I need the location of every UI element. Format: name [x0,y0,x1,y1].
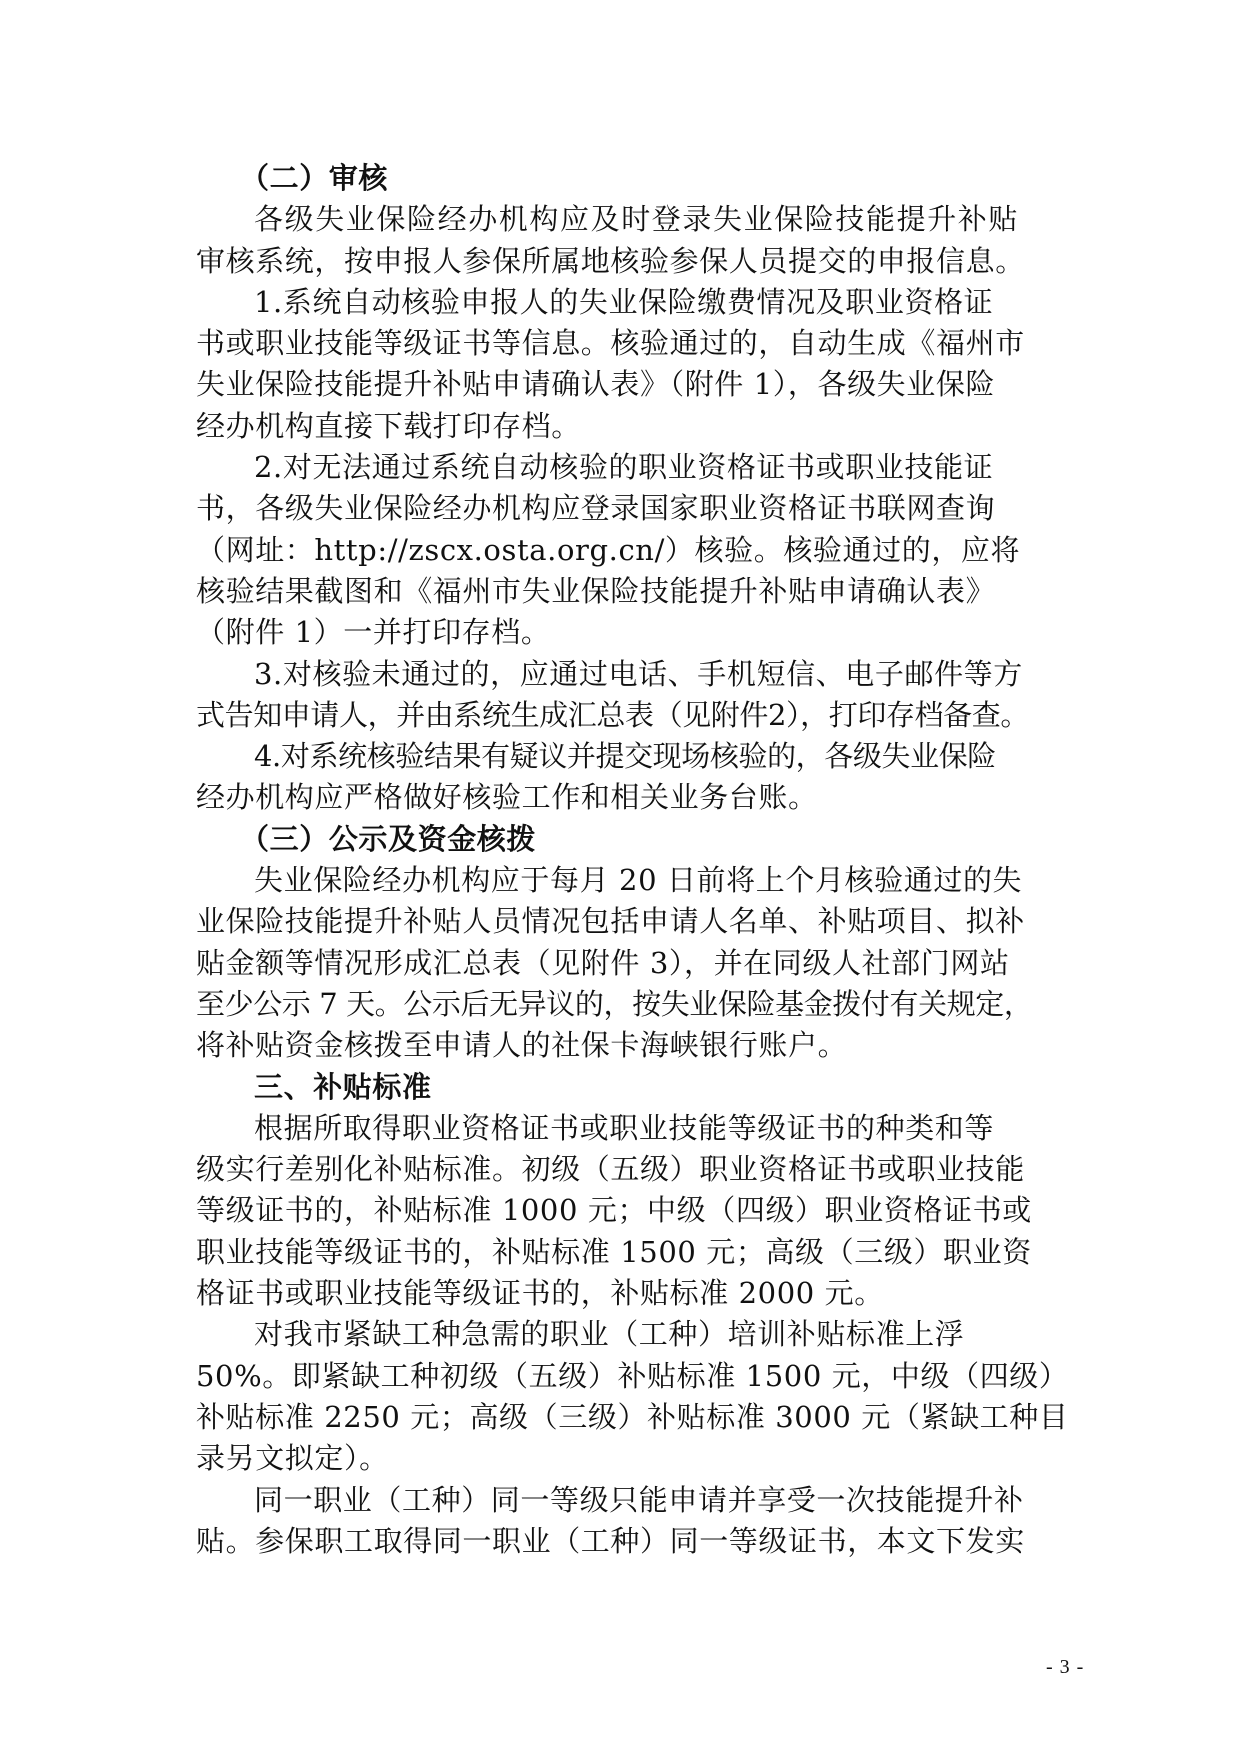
document-body [196,158,1076,1562]
page-number: - 3 - [1046,1656,1085,1678]
paragraph-line: 经办机构直接下载打印存档。 [196,408,581,443]
paragraph-line: 同一职业（工种）同一等级只能申请并享受一次技能提升补 [254,1482,1024,1517]
paragraph-line: （网址：http://zscx.osta.org.cn/）核验。核验通过的，应将 [196,532,1021,567]
paragraph-line: 补贴标准 2250 元；高级（三级）补贴标准 3000 元（紧缺工种目 [196,1399,1069,1434]
paragraph-line: 级实行差别化补贴标准。初级（五级）职业资格证书或职业技能 [196,1152,1025,1187]
paragraph-line: 2.对无法通过系统自动核验的职业资格证书或职业技能证 [254,450,994,485]
paragraph-line: 贴金额等情况形成汇总表（见附件 3），并在同级人社部门网站 [196,945,1010,980]
paragraph-line: 等级证书的，补贴标准 1000 元；中级（四级）职业资格证书或 [196,1193,1032,1228]
section-heading-review: （二）审核 [240,161,389,195]
paragraph-line: 3.对核验未通过的，应通过电话、手机短信、电子邮件等方 [254,656,1023,691]
paragraph-line: 各级失业保险经办机构应及时登录失业保险技能提升补贴 [254,202,1020,237]
paragraph-line: 业保险技能提升补贴人员情况包括申请人名单、补贴项目、拟补 [196,904,1025,939]
paragraph-line: 对我市紧缺工种急需的职业（工种）培训补贴标准上浮 [254,1317,965,1352]
paragraph-line: 审核系统，按申报人参保所属地核验参保人员提交的申报信息。 [196,243,1025,278]
paragraph-line: （附件 1）一并打印存档。 [196,615,551,650]
section-heading-subsidy-standard: 三、补贴标准 [254,1069,432,1104]
paragraph-line: 将补贴资金核拨至申请人的社保卡海峡银行账户。 [196,1028,848,1063]
paragraph-line: 书，各级失业保险经办机构应登录国家职业资格证书联网查询 [196,491,996,526]
paragraph-line: 格证书或职业技能等级证书的，补贴标准 2000 元。 [196,1276,884,1311]
paragraph-line: 4.对系统核验结果有疑议并提交现场核验的，各级失业保险 [254,739,996,774]
paragraph-line: 书或职业技能等级证书等信息。核验通过的，自动生成《福州市 [196,326,1025,361]
section-heading-publicity: （三）公示及资金核拨 [240,821,537,856]
paragraph-line: 失业保险技能提升补贴申请确认表》（附件 1），各级失业保险 [196,367,996,402]
paragraph-line: 50%。即紧缺工种初级（五级）补贴标准 1500 元，中级（四级） [196,1358,1069,1393]
paragraph-line: 1.系统自动核验申报人的失业保险缴费情况及职业资格证 [254,284,994,319]
paragraph-line: 式告知申请人，并由系统生成汇总表（见附件2），打印存档备查。 [196,697,1029,732]
paragraph-line: 录另文拟定）。 [196,1441,389,1476]
paragraph-line: 至少公示 7 天。公示后无异议的，按失业保险基金拨付有关规定， [196,986,1033,1021]
paragraph-line: 核验结果截图和《福州市失业保险技能提升补贴申请确认表》 [196,573,996,608]
paragraph-line: 根据所取得职业资格证书或职业技能等级证书的种类和等 [254,1110,995,1145]
paragraph-line: 贴。参保职工取得同一职业（工种）同一等级证书，本文下发实 [196,1523,1025,1558]
paragraph-line: 失业保险经办机构应于每月 20 日前将上个月核验通过的失 [254,863,1023,898]
paragraph-line: 职业技能等级证书的，补贴标准 1500 元；高级（三级）职业资 [196,1234,1032,1269]
paragraph-line: 经办机构应严格做好核验工作和相关业务台账。 [196,780,818,815]
